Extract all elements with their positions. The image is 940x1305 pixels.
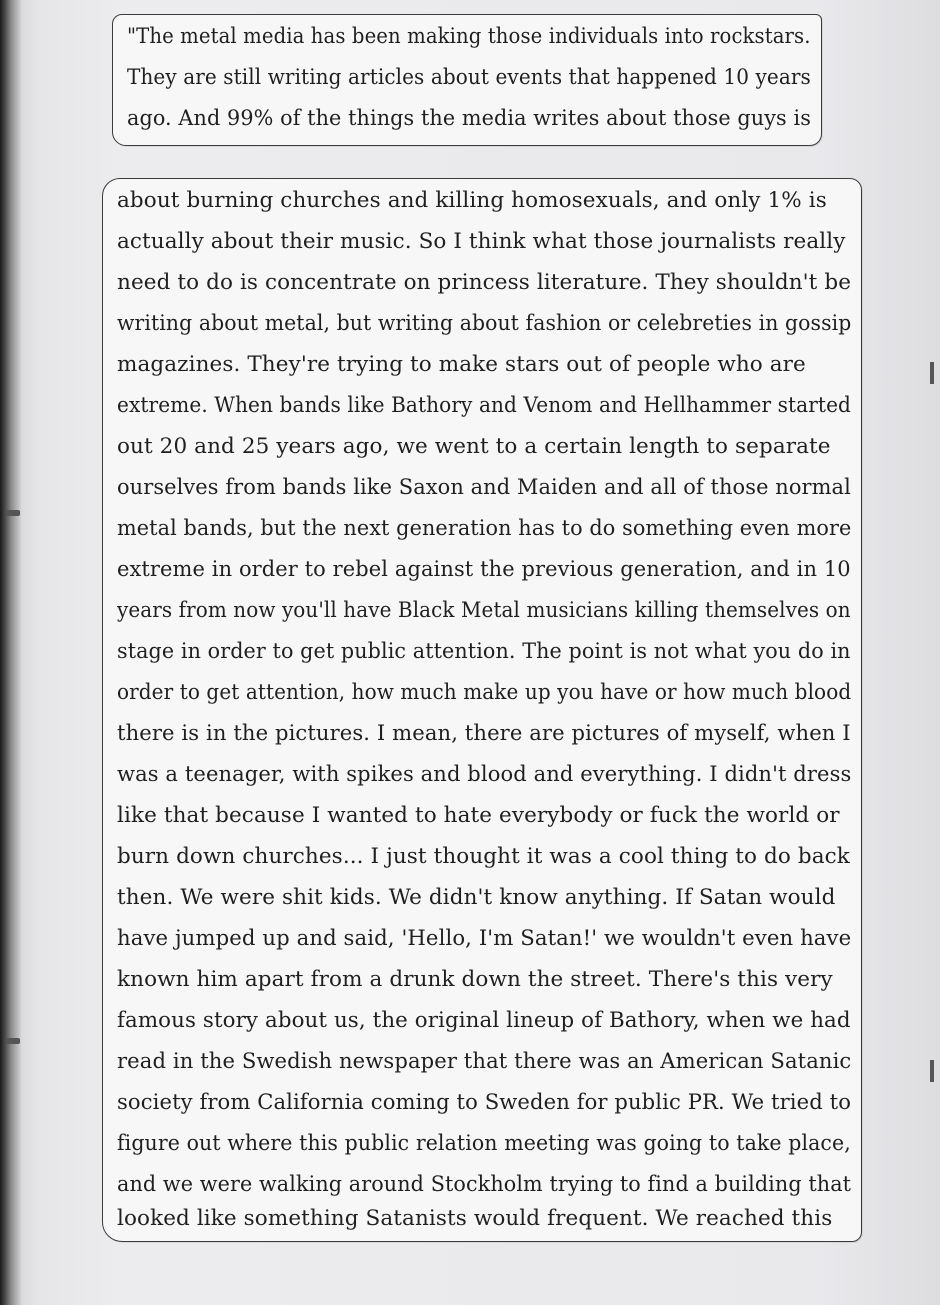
text-line: was a teenager, with spikes and blood and everything. I didn't dress: [117, 762, 852, 787]
right-edge-mark: [930, 362, 934, 384]
text-line: extreme. When bands like Bathory and Venom and Hellhammer started: [117, 393, 852, 418]
text-line: out 20 and 25 years ago, we went to a certain length to separate: [117, 434, 831, 459]
text-clipping-main: [102, 178, 862, 1242]
text-line: figure out where this public relation meeting was going to take place,: [117, 1131, 851, 1156]
text-line: ago. And 99% of the things the media writes about those guys is: [127, 106, 811, 131]
text-line: about burning churches and killing homosexuals, and only 1% is: [117, 188, 827, 213]
text-line: have jumped up and said, 'Hello, I'm Satan!' we wouldn't even have: [117, 926, 852, 951]
text-line: actually about their music. So I think what those journalists really: [117, 229, 846, 254]
text-line: then. We were shit kids. We didn't know anything. If Satan would: [117, 885, 836, 910]
text-line: metal bands, but the next generation has to do something even more: [117, 516, 852, 541]
text-line: They are still writing articles about events that happened 10 years: [127, 65, 811, 90]
text-line: magazines. They're trying to make stars out of people who are: [117, 352, 806, 377]
text-line: famous story about us, the original lineup of Bathory, when we had: [117, 1008, 851, 1033]
staple-mark: [6, 1038, 20, 1044]
text-line: order to get attention, how much make up you have or how much blood: [117, 680, 852, 705]
text-line: ourselves from bands like Saxon and Maiden and all of those normal: [117, 475, 851, 500]
text-line: writing about metal, but writing about fashion or celebreties in gossip: [117, 311, 852, 336]
text-line: society from California coming to Sweden for public PR. We tried to: [117, 1090, 852, 1115]
text-line: years from now you'll have Black Metal musicians killing themselves on: [117, 598, 851, 623]
right-edge-mark: [930, 1060, 934, 1082]
text-line: "The metal media has been making those individuals into rockstars.: [127, 24, 811, 49]
page-binding-edge: [0, 0, 22, 1305]
text-line: need to do is concentrate on princess literature. They shouldn't be: [117, 270, 852, 295]
text-line: like that because I wanted to hate everybody or fuck the world or: [117, 803, 840, 828]
text-line: and we were walking around Stockholm trying to find a building that: [117, 1172, 852, 1197]
text-line: there is in the pictures. I mean, there are pictures of myself, when I: [117, 721, 851, 746]
text-line: burn down churches... I just thought it was a cool thing to do back: [117, 844, 850, 869]
staple-mark: [6, 510, 20, 516]
text-line: stage in order to get public attention. The point is not what you do in: [117, 639, 851, 664]
text-line: extreme in order to rebel against the previous generation, and in 10: [117, 557, 851, 582]
text-line: known him apart from a drunk down the street. There's this very: [117, 967, 833, 992]
text-line: looked like something Satanists would frequent. We reached this: [117, 1206, 833, 1231]
text-line: read in the Swedish newspaper that there was an American Satanic: [117, 1049, 852, 1074]
text-clipping-top: [112, 14, 822, 146]
